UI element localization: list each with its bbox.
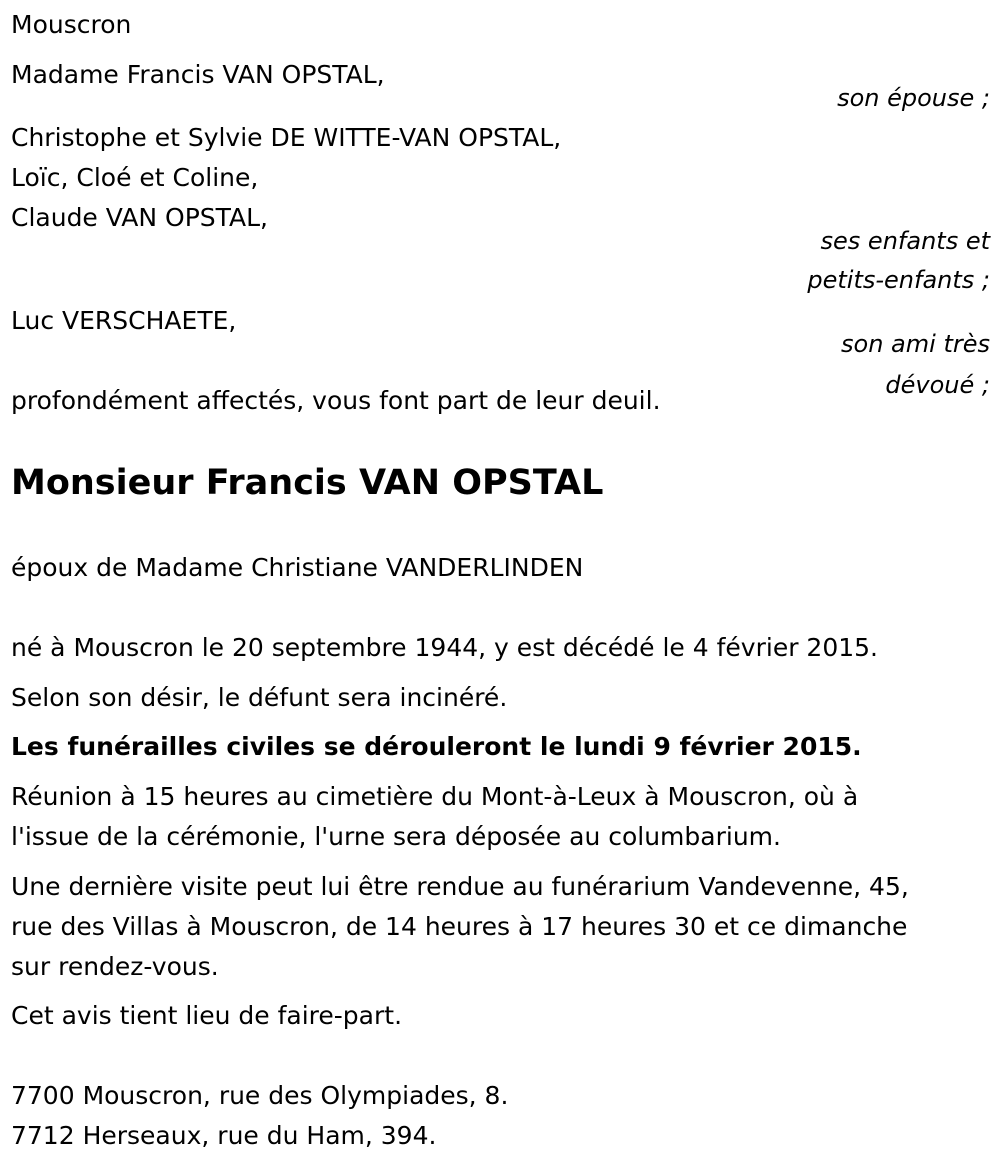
friend-role-2: dévoué ; <box>885 371 990 399</box>
wish-line: Selon son désir, le défunt sera incinéré. <box>11 683 508 712</box>
funeral-line: Les funérailles civiles se dérouleront le lundi 9 février 2015. <box>11 732 862 761</box>
birth-death-line: né à Mouscron le 20 septembre 1944, y est décédé le 4 février 2015. <box>11 633 878 662</box>
deceased-spouse-line: époux de Madame Christiane VANDERLINDEN <box>11 553 584 582</box>
children-role-2: petits-enfants ; <box>807 266 990 294</box>
spouse-role: son épouse ; <box>837 84 990 112</box>
deceased-name: Monsieur Francis VAN OPSTAL <box>11 463 604 503</box>
meeting-line-2: l'issue de la cérémonie, l'urne sera déposée au columbarium. <box>11 822 781 851</box>
friend-line: Luc VERSCHAETE, <box>11 306 237 335</box>
closing-line: profondément affectés, vous font part de leur deuil. <box>11 386 661 415</box>
notice-line: Cet avis tient lieu de faire-part. <box>11 1001 403 1030</box>
visit-line-1: Une dernière visite peut lui être rendue au funérarium Vandevenne, 45, <box>11 872 909 901</box>
children-role-1: ses enfants et <box>820 227 990 255</box>
city-heading: Mouscron <box>11 10 132 39</box>
address-line-1: 7700 Mouscron, rue des Olympiades, 8. <box>11 1081 509 1110</box>
visit-line-2: rue des Villas à Mouscron, de 14 heures à 17 heures 30 et ce dimanche <box>11 912 908 941</box>
children-line-1: Christophe et Sylvie DE WITTE-VAN OPSTAL, <box>11 123 562 152</box>
spouse-line: Madame Francis VAN OPSTAL, <box>11 60 385 89</box>
children-line-2: Loïc, Cloé et Coline, <box>11 163 259 192</box>
children-line-3: Claude VAN OPSTAL, <box>11 203 268 232</box>
friend-role-1: son ami très <box>841 330 990 358</box>
meeting-line-1: Réunion à 15 heures au cimetière du Mont-à-Leux à Mouscron, où à <box>11 782 859 811</box>
visit-line-3: sur rendez-vous. <box>11 952 219 981</box>
address-line-2: 7712 Herseaux, rue du Ham, 394. <box>11 1121 437 1150</box>
